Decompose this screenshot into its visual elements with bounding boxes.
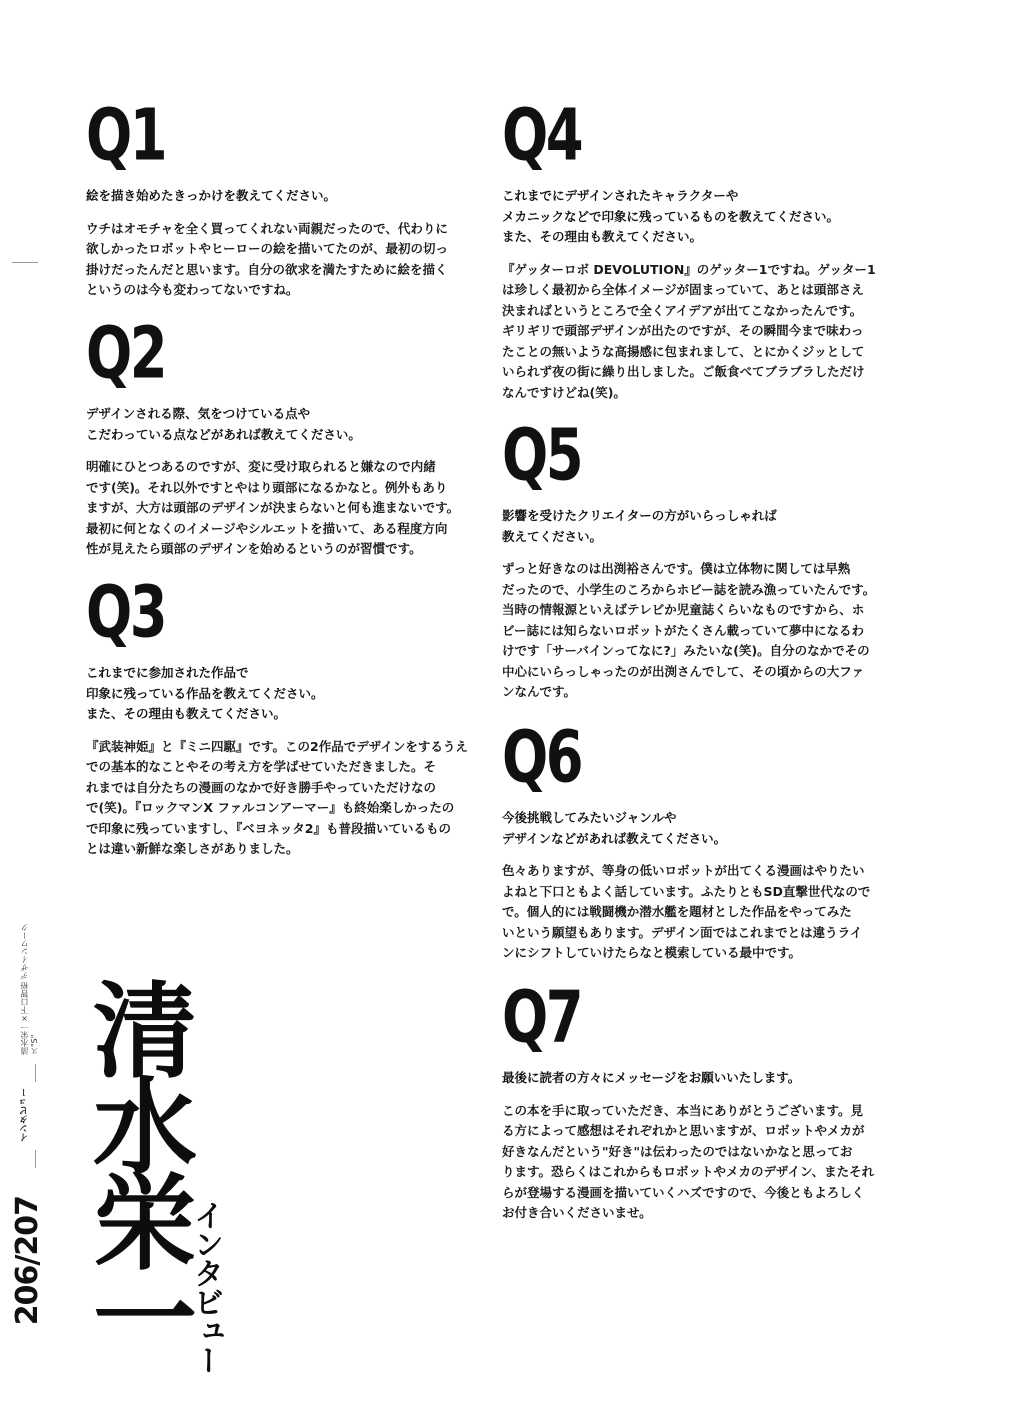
answer-text: 色々ありますが、等身の低いロボットが出てくる漫画はやりたい よねと下口ともよく話しています。ふたりともSD直撃世代なので で。個人的には戦闘機か潜水艦を題材とした作品をやってみた いという願望もあります。デザイン面ではこれまでとは違うライ ンにシフトしていけたらなと模索している最中です。 <box>502 863 871 960</box>
answer-text: 『武装神姫』と『ミニ四駆』です。この2作品でデザインをするうえ での基本的なことやその考え方を学ばせていただきました。そ れまでは自分たちの漫画のなかで好き勝手やっていただけなの で(笑)。『ロックマンX ファルコンアーマー』も終始楽しかったの で印象に残っていますし、『ベヨネッタ2』も普段描いているもの とは違い新鮮な楽しさがありました。 <box>86 738 468 856</box>
answer-text: この本を手に取っていただき、本当にありがとうございます。見 る方によって感想はそれぞれかと思いますが、ロボットやメカが 好きなんだという"好き"は伝わったのではないかなと思ってお ります。恐らくはこれからもロボットやメカのデザイン、またそれ らが登場する漫画を描いていくハズですので、今後ともよろしく お付き合いくださいませ。 <box>502 1102 875 1220</box>
qa-block-q2 <box>86 312 486 560</box>
question-label: Q4 <box>502 94 581 178</box>
book-credit: 清水栄一×下口智裕 デザインワークス"S" <box>20 923 39 1055</box>
interview-subtitle: インタビュー <box>188 1200 223 1374</box>
section-label: インタビュー <box>20 1088 30 1142</box>
question-label: Q3 <box>86 571 165 655</box>
qa-block-q1 <box>86 94 486 301</box>
answer-text: ずっと好きなのは出渕裕さんです。僕は立体物に関しては早熟 だったので、小学生のころからホビー誌を読み漁っていたんです。 当時の情報源といえばテレビか児童誌くらいなものですから、ホ ビー誌には知らないロボットがたくさん載っていて夢中になるわ けです「サーバインってなに?」みたいな(笑)。自分のなかでその 中心にいらっしゃったのが出渕さんでして、その頃からの大ファ ンなんです。 <box>502 561 876 699</box>
question-text: 今後挑戦してみたいジャンルや デザインなどがあれば教えてください。 <box>502 810 727 846</box>
margin-tick-mid <box>35 1064 36 1082</box>
question-label: Q5 <box>502 414 581 498</box>
question-text: これまでにデザインされたキャラクターや メカニックなどで印象に残っているものを教えてください。 また、その理由も教えてください。 <box>502 188 840 244</box>
question-text: デザインされる際、気をつけている点や こだわっている点などがあれば教えてください。 <box>86 406 361 442</box>
qa-block-q4 <box>502 94 902 403</box>
question-label: Q7 <box>502 976 581 1060</box>
qa-block-q5 <box>502 414 902 703</box>
qa-block-q7 <box>502 976 902 1224</box>
qa-block-q3 <box>86 571 486 860</box>
answer-text: 『ゲッターロボ DEVOLUTION』のゲッター1ですね。ゲッター1 は珍しく最初から全体イメージが固まっていて、あとは頭部さえ 決まればというところで全くアイデアが出てこなかったんです。 ギリギリで頭部デザインが出たのですが、その瞬間今まで味わっ たことの無いような高揚感に包まれまして、とにかくジッとして いられず夜の街に繰り出しました。ご飯食べてブラブラしただけ なんですけどね(笑)。 <box>502 261 876 400</box>
page-number: 206/207 <box>10 1196 45 1326</box>
question-text: これまでに参加された作品で 印象に残っている作品を教えてください。 また、その理由も教えてください。 <box>86 665 324 721</box>
question-label: Q6 <box>502 716 581 800</box>
interview-title: 清水栄一 <box>75 976 197 1360</box>
margin-tick-top <box>12 262 38 263</box>
qa-block-q6 <box>502 716 902 964</box>
question-text: 影響を受けたクリエイターの方がいらっしゃれば 教えてください。 <box>502 508 777 544</box>
answer-text: 明確にひとつあるのですが、変に受け取られると嫌なので内緒 です(笑)。それ以外ですとやはり頭部になるかなと。例外もあり ますが、大方は頭部のデザインが決まらないと何も進まないです。 最初に何となくのイメージやシルエットを描いて、ある程度方向 性が見えたら頭部のデザインを始めるというのが習慣です。 <box>86 459 460 556</box>
question-text: 絵を描き始めたきっかけを教えてください。 <box>86 188 337 203</box>
question-label: Q2 <box>86 312 165 396</box>
answer-text: ウチはオモチャを全く買ってくれない両親だったので、代わりに 欲しかったロボットやヒーローの絵を描いてたのが、最初の切っ 掛けだったんだと思います。自分の欲求を満たすために絵を描く というのは今も変わってないですね。 <box>86 220 449 297</box>
question-label: Q1 <box>86 94 165 178</box>
margin-tick-low <box>35 1150 36 1168</box>
question-text: 最後に読者の方々にメッセージをお願いいたします。 <box>502 1070 801 1085</box>
